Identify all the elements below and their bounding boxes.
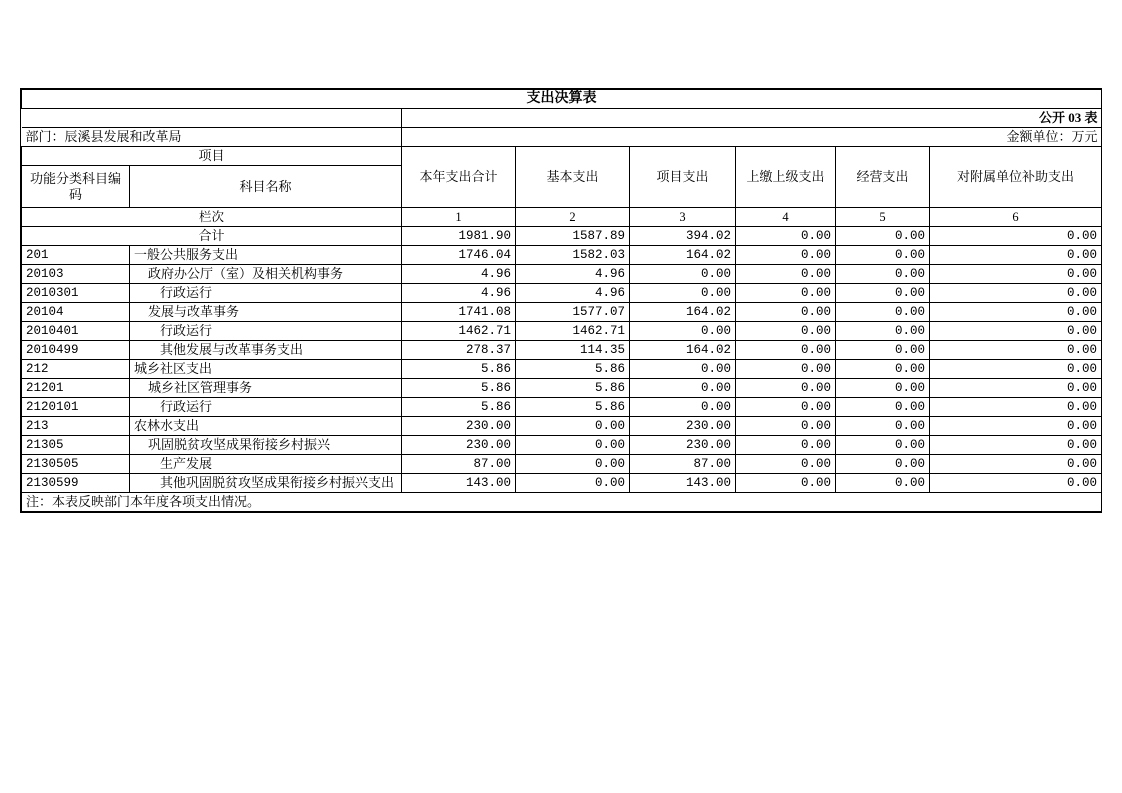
row-name: 发展与改革事务 — [130, 303, 402, 322]
total-row — [22, 227, 1102, 246]
row-value-5: 0.00 — [836, 455, 930, 474]
table-body — [22, 246, 1102, 493]
row-value-4: 0.00 — [736, 455, 836, 474]
row-value-3: 230.00 — [630, 436, 736, 455]
row-value-2: 1462.71 — [516, 322, 630, 341]
total-value-1: 1981.90 — [402, 227, 516, 246]
row-value-6: 0.00 — [930, 436, 1102, 455]
report-title-row — [22, 90, 1102, 109]
total-value-5: 0.00 — [836, 227, 930, 246]
row-value-5: 0.00 — [836, 284, 930, 303]
row-name: 行政运行 — [130, 284, 402, 303]
form-code-spacer — [22, 109, 402, 128]
row-value-6: 0.00 — [930, 417, 1102, 436]
row-value-5: 0.00 — [836, 379, 930, 398]
column-number-3: 3 — [630, 208, 736, 227]
row-value-3: 0.00 — [630, 284, 736, 303]
row-value-6: 0.00 — [930, 284, 1102, 303]
row-value-3: 0.00 — [630, 379, 736, 398]
table-row — [22, 398, 1102, 417]
row-value-6: 0.00 — [930, 265, 1102, 284]
row-value-2: 5.86 — [516, 398, 630, 417]
row-value-6: 0.00 — [930, 455, 1102, 474]
header-col2: 基本支出 — [516, 147, 630, 208]
row-value-1: 143.00 — [402, 474, 516, 493]
row-name: 城乡社区支出 — [130, 360, 402, 379]
row-value-1: 5.86 — [402, 360, 516, 379]
row-value-1: 230.00 — [402, 436, 516, 455]
table-row — [22, 246, 1102, 265]
row-value-2: 0.00 — [516, 474, 630, 493]
row-value-3: 0.00 — [630, 265, 736, 284]
row-value-2: 114.35 — [516, 341, 630, 360]
row-value-4: 0.00 — [736, 417, 836, 436]
header-name: 科目名称 — [130, 166, 402, 208]
table-row — [22, 436, 1102, 455]
row-code: 2130505 — [22, 455, 130, 474]
row-value-4: 0.00 — [736, 284, 836, 303]
row-value-1: 4.96 — [402, 265, 516, 284]
header-row-group — [22, 147, 1102, 166]
row-value-6: 0.00 — [930, 398, 1102, 417]
row-value-2: 5.86 — [516, 360, 630, 379]
department-row — [22, 128, 1102, 147]
row-value-5: 0.00 — [836, 398, 930, 417]
expenditure-report-sheet — [20, 88, 1102, 513]
header-col3: 项目支出 — [630, 147, 736, 208]
table-row — [22, 474, 1102, 493]
row-value-2: 0.00 — [516, 436, 630, 455]
row-value-4: 0.00 — [736, 398, 836, 417]
row-value-6: 0.00 — [930, 322, 1102, 341]
row-value-5: 0.00 — [836, 322, 930, 341]
row-value-6: 0.00 — [930, 379, 1102, 398]
row-value-1: 1741.08 — [402, 303, 516, 322]
expenditure-table — [21, 89, 1102, 512]
row-value-6: 0.00 — [930, 341, 1102, 360]
row-name: 其他巩固脱贫攻坚成果衔接乡村振兴支出 — [130, 474, 402, 493]
row-value-6: 0.00 — [930, 303, 1102, 322]
row-value-3: 0.00 — [630, 398, 736, 417]
item-group-header: 项目 — [22, 147, 402, 166]
row-value-6: 0.00 — [930, 246, 1102, 265]
row-value-4: 0.00 — [736, 303, 836, 322]
report-note: 注：本表反映部门本年度各项支出情况。 — [22, 493, 1102, 512]
row-value-1: 230.00 — [402, 417, 516, 436]
row-value-3: 164.02 — [630, 303, 736, 322]
row-value-1: 5.86 — [402, 398, 516, 417]
row-code: 20103 — [22, 265, 130, 284]
table-row — [22, 265, 1102, 284]
row-code: 2010499 — [22, 341, 130, 360]
row-value-2: 0.00 — [516, 417, 630, 436]
row-code: 20104 — [22, 303, 130, 322]
row-value-4: 0.00 — [736, 322, 836, 341]
department-label: 部门：辰溪县发展和改革局 — [22, 128, 402, 147]
row-value-5: 0.00 — [836, 417, 930, 436]
column-number-6: 6 — [930, 208, 1102, 227]
column-number-label: 栏次 — [22, 208, 402, 227]
row-value-2: 1577.07 — [516, 303, 630, 322]
row-value-3: 164.02 — [630, 246, 736, 265]
row-value-4: 0.00 — [736, 379, 836, 398]
row-value-1: 278.37 — [402, 341, 516, 360]
row-name: 行政运行 — [130, 322, 402, 341]
row-value-2: 0.00 — [516, 455, 630, 474]
row-value-3: 230.00 — [630, 417, 736, 436]
total-value-3: 394.02 — [630, 227, 736, 246]
column-number-5: 5 — [836, 208, 930, 227]
form-code: 公开 03 表 — [402, 109, 1102, 128]
row-value-1: 1462.71 — [402, 322, 516, 341]
row-value-4: 0.00 — [736, 246, 836, 265]
header-code: 功能分类科目编码 — [22, 166, 130, 208]
row-code: 2010301 — [22, 284, 130, 303]
row-value-5: 0.00 — [836, 360, 930, 379]
note-row — [22, 493, 1102, 512]
row-value-5: 0.00 — [836, 436, 930, 455]
row-code: 212 — [22, 360, 130, 379]
row-value-1: 87.00 — [402, 455, 516, 474]
row-value-3: 164.02 — [630, 341, 736, 360]
header-col6: 对附属单位补助支出 — [930, 147, 1102, 208]
header-col1: 本年支出合计 — [402, 147, 516, 208]
report-title: 支出决算表 — [22, 90, 1102, 109]
row-value-3: 87.00 — [630, 455, 736, 474]
total-value-4: 0.00 — [736, 227, 836, 246]
row-value-4: 0.00 — [736, 265, 836, 284]
table-row — [22, 341, 1102, 360]
row-value-5: 0.00 — [836, 303, 930, 322]
column-number-2: 2 — [516, 208, 630, 227]
table-row — [22, 303, 1102, 322]
row-value-5: 0.00 — [836, 341, 930, 360]
row-value-4: 0.00 — [736, 341, 836, 360]
row-value-6: 0.00 — [930, 360, 1102, 379]
row-value-3: 0.00 — [630, 322, 736, 341]
row-value-3: 0.00 — [630, 360, 736, 379]
total-value-6: 0.00 — [930, 227, 1102, 246]
row-value-1: 5.86 — [402, 379, 516, 398]
row-value-5: 0.00 — [836, 474, 930, 493]
row-name: 一般公共服务支出 — [130, 246, 402, 265]
header-col4: 上缴上级支出 — [736, 147, 836, 208]
row-code: 201 — [22, 246, 130, 265]
row-name: 政府办公厅（室）及相关机构事务 — [130, 265, 402, 284]
row-code: 21305 — [22, 436, 130, 455]
row-value-2: 5.86 — [516, 379, 630, 398]
row-name: 其他发展与改革事务支出 — [130, 341, 402, 360]
row-code: 213 — [22, 417, 130, 436]
table-row — [22, 284, 1102, 303]
row-name: 行政运行 — [130, 398, 402, 417]
row-value-4: 0.00 — [736, 436, 836, 455]
row-name: 巩固脱贫攻坚成果衔接乡村振兴 — [130, 436, 402, 455]
form-code-row — [22, 109, 1102, 128]
amount-unit-label: 金额单位：万元 — [402, 128, 1102, 147]
row-value-2: 1582.03 — [516, 246, 630, 265]
row-code: 21201 — [22, 379, 130, 398]
table-row — [22, 322, 1102, 341]
table-row — [22, 360, 1102, 379]
row-value-4: 0.00 — [736, 474, 836, 493]
row-value-1: 4.96 — [402, 284, 516, 303]
row-name: 城乡社区管理事务 — [130, 379, 402, 398]
row-value-1: 1746.04 — [402, 246, 516, 265]
column-number-row — [22, 208, 1102, 227]
total-label: 合计 — [22, 227, 402, 246]
table-row — [22, 417, 1102, 436]
row-value-4: 0.00 — [736, 360, 836, 379]
row-code: 2120101 — [22, 398, 130, 417]
total-value-2: 1587.89 — [516, 227, 630, 246]
row-value-6: 0.00 — [930, 474, 1102, 493]
row-name: 生产发展 — [130, 455, 402, 474]
row-code: 2010401 — [22, 322, 130, 341]
header-col5: 经营支出 — [836, 147, 930, 208]
row-value-5: 0.00 — [836, 265, 930, 284]
row-value-3: 143.00 — [630, 474, 736, 493]
table-row — [22, 455, 1102, 474]
table-row — [22, 379, 1102, 398]
column-number-4: 4 — [736, 208, 836, 227]
column-number-1: 1 — [402, 208, 516, 227]
row-name: 农林水支出 — [130, 417, 402, 436]
row-code: 2130599 — [22, 474, 130, 493]
row-value-2: 4.96 — [516, 265, 630, 284]
row-value-2: 4.96 — [516, 284, 630, 303]
row-value-5: 0.00 — [836, 246, 930, 265]
